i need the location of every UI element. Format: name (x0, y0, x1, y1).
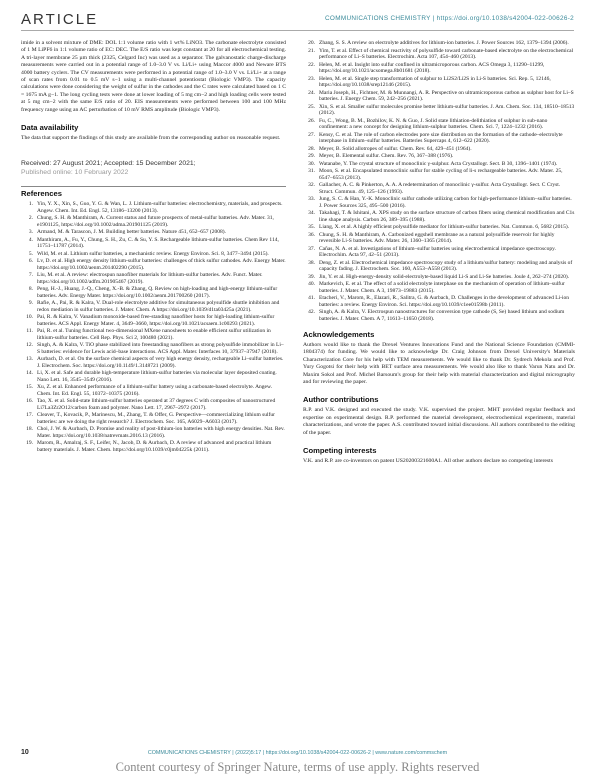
reference-text: Manthiram, A., Fu, Y., Chung, S. H., Zu, C. & Su, Y. S. Rechargeable lithium-sulfur batteries. Chem Rev 114, 11751–11787 (2014). (37, 236, 279, 250)
reference-item (21, 398, 286, 411)
reference-text: Peng, H.-J., Huang, J.-Q., Cheng, X.-B. & Zhang, Q. Review on high-loading and high-energy lithium-sulfur batteries. Adv. Energy Mater. https://doi.org/10.1002/aenm.201700260 (2017). (37, 286, 278, 299)
reference-number: 34. (308, 210, 315, 216)
reference-number: 4. (28, 236, 33, 243)
reference-number: 33. (308, 196, 315, 202)
data-availability-title: Data availability (21, 123, 79, 133)
received-accepted-dates: Received: 27 August 2021; Accepted: 15 December 2021; (21, 160, 196, 168)
reference-item (21, 342, 286, 355)
reference-text: Singh, A. & Kalra, V. Electrospun nanostructures for conversion type cathode (S, Se) based lithium and sodium batteries. J. Mater. Chem. A 7, 11613–11650 (2018). (319, 309, 565, 322)
reference-item (303, 90, 575, 103)
reference-number: 30. (308, 160, 315, 167)
reference-text: Helen, M. et al. Insight into sulfur confined in ultramicroporous carbon. ACS Omega 3, 11290–11299, https://doi.org/10.1021/acsomega.8b01681 (2018). (319, 61, 545, 74)
reference-item (21, 356, 286, 369)
reference-number: 35. (308, 224, 315, 230)
reference-item (303, 295, 575, 308)
reference-item (21, 258, 286, 271)
journal-header-link[interactable]: COMMUNICATIONS CHEMISTRY | https://doi.org/10.1038/s42004-022-00626-2 (325, 15, 574, 22)
reference-text: Watanabe, Y. The crystal structure of monoclinic γ-sulphur. Acta Crystallogr. Sect. B 30, 1396–1401 (1974). (319, 160, 558, 167)
reference-item (303, 48, 575, 61)
reference-number: 31. (308, 168, 315, 174)
reference-text: Xu, Z. et al. Enhanced performance of a lithium-sulfur battery using a carbonate-based electrolyte. Angew. Chem. Int. Ed. Engl. 55, 10372–10375 (2016). (37, 384, 272, 397)
reference-number: 37. (308, 245, 315, 252)
reference-text: Pai, R. et al. Tuning functional two-dimensional MXene nanosheets to enable efficient sulfur utilization in lithium-sulfur batteries. Cell Rep. Phys. Sci 2, 100480 (2021). (37, 328, 271, 341)
reference-text: Li, X. et al. Safe and durable high-temperature lithium-sulfur batteries via molecular layer deposited coating. Nano Lett. 16, 3545–3549 (2016). (37, 370, 277, 383)
reference-text: Singh, A. & Kalra, V. TiO phase stabilized into freestanding nanofibers as strong polysulfide immobilizer in Li–S batteries: evidence for Lewis acid–base interactions. ACS Appl. Mater. Interfaces 10, 37937–37947 (2018). (37, 342, 284, 355)
header-rule (21, 30, 574, 31)
reference-text: Moon, S. et al. Encapsulated monoclinic sulfur for stable cycling of li-s rechargeable batteries. Adv. Mater. 25, 6547–6553 (2013). (319, 168, 563, 181)
reference-text: Meyer, B. Elemental sulfur. Chem. Rev. 76, 367–388 (1976). (319, 153, 454, 159)
reference-number: 3. (28, 229, 33, 236)
reference-item (303, 309, 575, 322)
reference-number: 19. (26, 440, 33, 447)
reference-number: 40. (308, 281, 315, 287)
reference-number: 28. (308, 145, 315, 152)
reference-item (21, 251, 286, 258)
reference-text: Cleaver, T., Kovacik, P., Marinescu, M., Zhang, T. & Offer, G. Perspective—commercializing lithium sulfur batteries: are we doing the right research? J. Electrochem. Soc. 165, A6029–A6033 (2017). (37, 412, 275, 425)
reference-text: Etacheri, V., Marom, R., Elazari, R., Salitra, G. & Aurbach, D. Challenges in the development of advanced Li-ion batteries: a review. Energy Environ. Sci. https://doi.org/10.1039/c1ee01598b (2011). (319, 295, 569, 308)
data-availability-text: The data that support the findings of this study are available from the corresponding author on reasonable request. (21, 135, 281, 142)
article-label: ARTICLE (21, 11, 99, 28)
reference-text: Takahagi, T. & Ishitani, A. XPS study on the surface structure of carbon fibers using chemical modification and C1s line shape analysis. Carbon 26, 389–395 (1988). (319, 210, 575, 223)
reference-number: 39. (308, 273, 315, 280)
watermark-text: Content courtesy of Springer Nature, terms of use apply. Rights reserved (115, 760, 480, 774)
reference-text: Pai, R. & Kalra, V. Vanadium monoxide-based free-standing nanofiber hosts for high-loading lithium-sulfur batteries. ACS Appl. Energy Mater. 4, 3649–3660, https://doi.org/10.1021/acsaem.1c00293 (2021). (37, 314, 275, 327)
reference-text: Choi, J. W. & Aurbach, D. Promise and reality of post-lithium-ion batteries with high energy densities. Nat. Rev. Mater. https://doi.org/10.1038/natrevmats.2016.13 (2016). (37, 426, 285, 439)
reference-number: 21. (308, 47, 315, 54)
reference-item (21, 314, 286, 327)
reference-item (303, 153, 575, 160)
reference-item (303, 161, 575, 168)
acknowledgements-text: Authors would like to thank the Drexel Ventures Innovations Fund and the National Science Foundation (CMMI-1804374) for funding. We would like to acknowledge Dr. Craig Johnson from Drexel University's Materials Characterization Core for his help with TEM measurements. We would like to thank Dr. Sydrech Mekola and Prof. Yury Gogotsi for their help with BET surface area measurements. We would also like to thank Varun Natu and Dr. Maxim Sokol and Prof. Michel Barsoum's group for their help with material characterization and digital micrography and for reviewing the paper. (303, 342, 575, 386)
reference-item (303, 196, 575, 209)
reference-item (21, 237, 286, 250)
reference-text: Rafie, A., Pai, R. & Kalra, V. Dual-role electrolyte additive for simultaneous polysulfide shuttle inhibition and redox mediation in sulfur batteries. J. Mater. Chem. A https://doi.org/10.1039/d1ta03425a (2021). (37, 300, 280, 313)
reference-item (303, 182, 575, 195)
reference-text: Armand, M. & Tarascon, J. M. Building better batteries. Nature 451, 652–657 (2008). (37, 229, 226, 236)
reference-number: 10. (26, 314, 33, 321)
reference-item (303, 76, 575, 89)
reference-item (303, 118, 575, 131)
reference-number: 25. (308, 103, 315, 110)
reference-number: 1. (28, 201, 33, 208)
reference-item (21, 272, 286, 285)
reference-item (303, 168, 575, 181)
acknowledgements-title: Acknowledgements (303, 330, 375, 339)
reference-text: Markevich, E. et al. The effect of a solid electrolyte interphase on the mechanism of operation of lithium–sulfur batteries. J. Mater. Chem. A 3, 19873–19883 (2015). (319, 281, 565, 294)
reference-number: 12. (26, 342, 33, 349)
reference-item (21, 286, 286, 299)
reference-number: 6. (28, 258, 33, 265)
footer-journal-line[interactable]: COMMUNICATIONS CHEMISTRY | (2022)5:17 | https://doi.org/10.1038/s42004-022-00626-2 | www.nature.com/commschem (147, 750, 448, 756)
references-list-left (21, 201, 286, 453)
reference-text: Yim, T. et al. Effect of chemical reactivity of polysulfide toward carbonate-based electrolyte on the electrochemical performance of Li–S batteries. Electrochim. Acta 107, 454–460 (2013). (319, 47, 574, 60)
reference-item (303, 281, 575, 294)
reference-item (21, 201, 286, 214)
right-column (303, 40, 575, 471)
reference-number: 38. (308, 259, 315, 266)
reference-text: Yin, Y. X., Xin, S., Guo, Y. G. & Wan, L. J. Lithium-sulfur batteries: electrochemistry, materials, and prospects. Angew. Chem. Int. Ed. Engl. 52, 13186–13200 (2013). (37, 201, 283, 214)
reference-text: Zhang, S. S. A review on electrolyte additives for lithium-ion batteries. J. Power Sources 162, 1379–1394 (2006). (319, 40, 569, 46)
left-column (21, 40, 286, 454)
reference-number: 20. (308, 40, 315, 46)
reference-number: 23. (308, 75, 315, 82)
reference-item (303, 260, 575, 273)
reference-text: Deng, Z. et al. Electrochemical impedance spectroscopy study of a lithium/sulfur battery: modeling and analysis of capacity fading. J. Electrochem. Soc. 160, A553–A558 (2013). (319, 259, 573, 272)
reference-number: 29. (308, 153, 315, 159)
reference-item (21, 229, 286, 236)
reference-number: 15. (26, 384, 33, 391)
reference-item (303, 210, 575, 223)
author-contributions-title: Author contributions (303, 395, 379, 405)
page-number: 10 (21, 749, 29, 756)
reference-item (21, 384, 286, 397)
reference-item (21, 412, 286, 425)
reference-number: 26. (308, 117, 315, 124)
reference-text: Aurbach, D. et al. On the surface chemical aspects of very high energy density, rechargeable Li–sulfur batteries. J. Electrochem. Soc. https://doi.org/10.1149/1.3148721 (2009). (37, 356, 284, 369)
reference-number: 17. (26, 412, 33, 419)
reference-item (303, 274, 575, 281)
author-contributions-text: R.P. and V.K. designed and executed the study. V.K. supervised the project. MHT provided regular feedback and expertise on experimental design. R.P. performed the material development, electrochemical experiments, material characterizations, and wrote the paper. A.S. contributed toward initial discussions. All authors contributed to the editing of the paper. (303, 407, 575, 436)
reference-text: Lv, D. et al. High energy density lithium-sulfur batteries: challenges of thick sulfur cathodes. Adv. Energy Mater. https://doi.org/10.1002/aenm.201402290 (2015). (37, 258, 286, 271)
reference-number: 11. (26, 328, 33, 335)
reference-text: Fu, C., Wong, B. M., Bozhilov, K. N. & Guo, J. Solid state lithiation-delithiation of sulphur in sub-nano confinement: a new concept for designing lithium-sulphur batteries. Chem. Sci. 7, 1224–1232 (2016). (319, 117, 548, 130)
reference-text: Chung, S. H. & Manthiram, A. Carbonized eggshell membrane as a natural polysulfide reservoir for highly reversible Li-S batteries. Adv. Mater. 26, 1360–1365 (2014). (319, 231, 555, 244)
reference-text: Kensy, C. et al. The role of carbon electrodes pore size distribution on the formation of the cathode–electrolyte interphase in lithium–sulfur batteries. Batteries Supercaps 4, 612–622 (2020). (319, 131, 563, 144)
reference-number: 7. (28, 272, 33, 279)
reference-text: Xin, S. et al. Smaller sulfur molecules promise better lithium-sulfur batteries. J. Am. Chem. Soc. 134, 18510–18513 (2012). (319, 103, 575, 116)
reference-number: 42. (308, 309, 315, 315)
reference-number: 2. (28, 215, 33, 222)
reference-item (303, 132, 575, 145)
references-list-right (303, 40, 575, 322)
reference-item (21, 300, 286, 313)
reference-item (21, 215, 286, 228)
reference-item (21, 328, 286, 341)
reference-number: 18. (26, 426, 33, 433)
references-rule (21, 186, 286, 187)
reference-text: Liang, X. et al. A highly efficient polysulfide mediator for lithium-sulfur batteries. Nat. Commun. 6, 5682 (2015). (319, 224, 570, 230)
reference-item (303, 62, 575, 75)
reference-number: 27. (308, 131, 315, 138)
reference-text: Marom, R., Amalraj, S. F., Leifer, N., Jacob, D. & Aurbach, D. A review of advanced and practical lithium battery materials. J. Mater. Chem. https://doi.org/10.1039/c0jm04225k (2011). (37, 440, 272, 453)
reference-text: Liu, M. et al. A review: electrospun nanofiber materials for lithium-sulfur batteries. Adv. Funct. Mater. https://doi.org/10.1002/adfm.201905467 (2019). (37, 272, 263, 285)
reference-item (21, 426, 286, 439)
reference-number: 8. (28, 286, 33, 293)
competing-interests-title: Competing interests (303, 446, 377, 456)
reference-item (303, 224, 575, 231)
reference-number: 22. (308, 61, 315, 68)
reference-number: 41. (308, 295, 315, 301)
reference-text: Helen, M. et al. Single step transformation of sulphur to Li2S2/Li2S in Li-S batteries. Sci. Rep. 5, 12146, https://doi.org/10.1038/srep12146 (2015). (319, 75, 551, 88)
reference-text: Jung, S. C. & Han, Y.-K. Monoclinic sulfur cathode utilizing carbon for high-performance lithium–sulfur batteries. J. Power Sources 325, 495–500 (2016). (319, 196, 572, 209)
reference-text: Jin, Y. et al. High-energy-density solid-electrolyte-based liquid Li-S and Li-Se batteries. Joule 4, 262–274 (2020). (319, 273, 570, 280)
reference-text: Wild, M. et al. Lithium sulfur batteries, a mechanistic review. Energy Environ. Sci. 8, 3477–3494 (2015). (37, 250, 269, 257)
reference-text: Gallacher, A. C. & Pinkerton, A. A. A redetermination of monoclinic γ-sulfur. Acta Crystallogr. Sect. C Cryst. Struct. Commun. 49, 125–126 (1993). (319, 182, 561, 195)
reference-item (303, 232, 575, 245)
methods-paragraph: imide in a solvent mixture of DME: DOL 1:1 volume ratio with 1 wt% LiNO3. The carbonate electrolyte consisted of 1 M LiPF6 in 1:1 volume ratio of EC: DEC. The E/S ratio was kept constant at 20 for all electrochemical testing. A tri-layer membrane 25 µm thick (2325, Celgard Inc) was used as a separator. The galvanostatic charge-discharge measurements were carried out in a potential range of 1.0–3.0 V vs. Li/Li+ using Maccor 4000 and Neware BTS 4000 battery cyclers. The CV measurements were performed in a potential range of 1.0–3.0 V vs. Li/Li+ at a range of scan rates from 0.01 to 0.5 mV s−1 using a multi-channel potentiostat (Biologic VMP3). The capacity calculations were done considering the weight of sulfur in the cathodes and the C rates were calculated based on 1 C = 1675 mA g−1. The long cycling tests were done at lower loading of 5 mg cm−2 and high loading cells were tested at 5 mg cm−2 with the same E/S ratio of 20. EIS measurements were performed between 100 and 100 MHz frequency range using an AC perturbation of 10 mV RMS amplitude (Biologic VMP3). (21, 40, 287, 113)
reference-text: Maria Joseph, H., Fichtner, M. & Munnangi, A. R. Perspective on ultramicroporous carbon as sulphur host for Li–S batteries. J. Energy Chem. 59, 242–256 (2021). (319, 89, 574, 102)
reference-item (303, 104, 575, 117)
reference-number: 32. (308, 182, 315, 188)
reference-number: 9. (28, 300, 33, 307)
reference-text: Chung, S. H. & Manthiram, A. Current status and future prospects of metal-sulfur batteries. Adv. Mater. 31, e1901125, https://doi.org/10.1002/adma.201901125 (2019). (37, 215, 274, 228)
reference-item (303, 146, 575, 153)
reference-number: 13. (26, 356, 33, 363)
reference-item (21, 370, 286, 383)
reference-text: Tao, X. et al. Solid-state lithium-sulfur batteries operated at 37 degrees C with composites of nanostructured Li7La3Zr2O12/carbon foam and polymer. Nano Lett. 17, 2967–2972 (2017). (37, 398, 276, 411)
reference-number: 36. (308, 231, 315, 238)
reference-item (21, 440, 286, 453)
reference-number: 24. (308, 89, 315, 96)
reference-text: Cañas, N. A. et al. Investigations of lithium–sulfur batteries using electrochemical impedance spectroscopy. Electrochim. Acta 97, 42–51 (2013). (319, 245, 556, 258)
published-date: Published online: 10 February 2022 (21, 169, 129, 177)
reference-number: 14. (26, 370, 33, 377)
references-title: References (21, 189, 62, 199)
reference-text: Meyer, B. Solid allotropes of sulfur. Chem. Rev. 64, 429–451 (1964). (319, 145, 472, 152)
reference-item (303, 246, 575, 259)
reference-item (303, 40, 575, 47)
reference-number: 16. (26, 398, 33, 405)
competing-interests-text: V.K. and R.P. are co-inventors on patent US20200321600A1. All other authors declare no competing interests (303, 458, 553, 465)
reference-number: 5. (28, 250, 33, 257)
